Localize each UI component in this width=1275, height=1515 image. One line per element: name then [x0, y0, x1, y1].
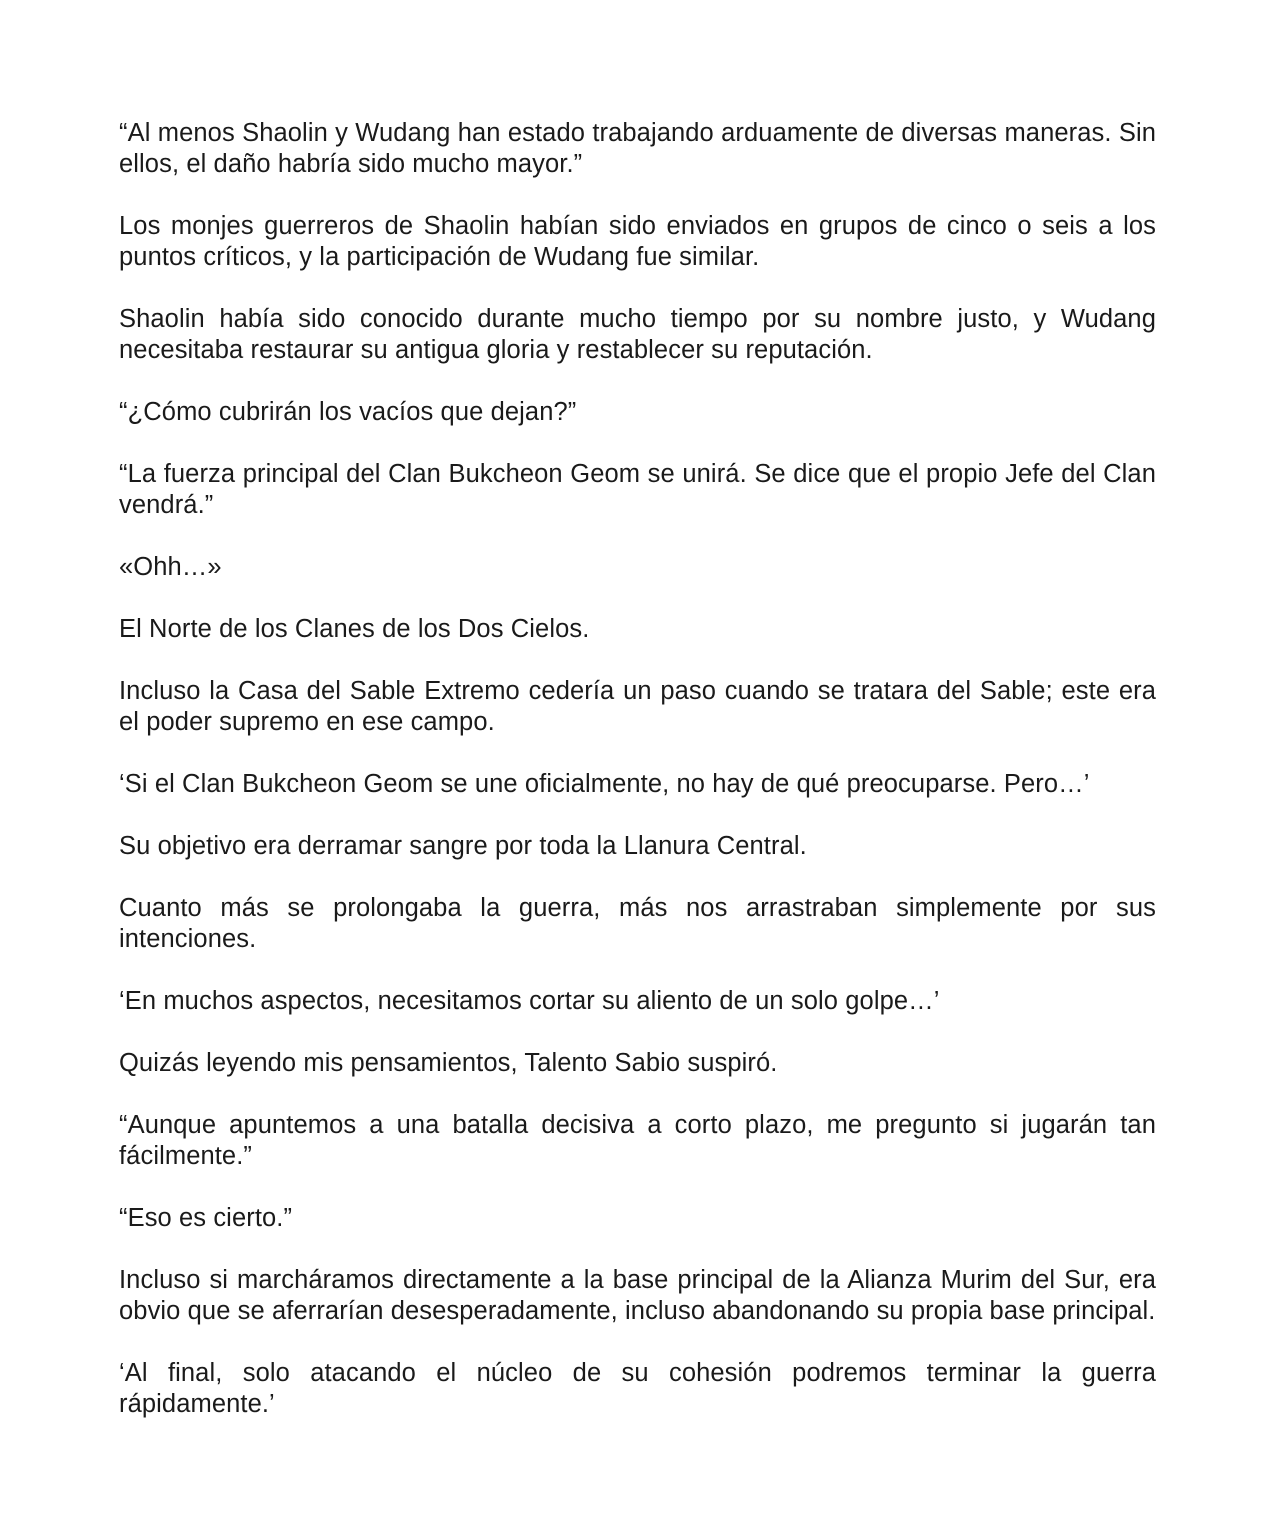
document-page — [119, 118, 1156, 1451]
paragraph-4: “¿Cómo cubrirán los vacíos que dejan?” — [119, 398, 577, 426]
paragraph-16: Incluso si marcháramos directamente a la base principal de la Alianza Murim del Sur, era obvio que se aferrarían desesperadamente, incluso abandonando su propia base principal. — [119, 1266, 1156, 1325]
paragraph-11: Cuanto más se prolongaba la guerra, más nos arrastraban simplemente por sus intenciones. — [119, 894, 1156, 953]
paragraph-15: “Eso es cierto.” — [119, 1204, 293, 1232]
paragraph-8: Incluso la Casa del Sable Extremo cedería un paso cuando se tratara del Sable; este era el poder supremo en ese campo. — [119, 677, 1156, 736]
paragraph-14: “Aunque apuntemos a una batalla decisiva a corto plazo, me pregunto si jugarán tan fácilmente.” — [119, 1111, 1156, 1170]
paragraph-7: El Norte de los Clanes de los Dos Cielos. — [119, 615, 590, 643]
paragraph-5: “La fuerza principal del Clan Bukcheon Geom se unirá. Se dice que el propio Jefe del Clan vendrá.” — [119, 460, 1156, 519]
paragraph-3: Shaolin había sido conocido durante mucho tiempo por su nombre justo, y Wudang necesitaba restaurar su antigua gloria y restablecer su reputación. — [119, 305, 1156, 364]
paragraph-10: Su objetivo era derramar sangre por toda la Llanura Central. — [119, 832, 807, 860]
paragraph-6: «Ohh…» — [119, 553, 222, 581]
paragraph-12: ‘En muchos aspectos, necesitamos cortar su aliento de un solo golpe…’ — [119, 987, 940, 1015]
paragraph-13: Quizás leyendo mis pensamientos, Talento Sabio suspiró. — [119, 1049, 778, 1077]
paragraph-17: ‘Al final, solo atacando el núcleo de su cohesión podremos terminar la guerra rápidamente.’ — [119, 1359, 1156, 1418]
paragraph-2: Los monjes guerreros de Shaolin habían sido enviados en grupos de cinco o seis a los puntos críticos, y la participación de Wudang fue similar. — [119, 212, 1156, 271]
paragraph-9: ‘Si el Clan Bukcheon Geom se une oficialmente, no hay de qué preocuparse. Pero…’ — [119, 770, 1090, 798]
paragraph-1: “Al menos Shaolin y Wudang han estado trabajando arduamente de diversas maneras. Sin ellos, el daño habría sido mucho mayor.” — [119, 119, 1156, 178]
